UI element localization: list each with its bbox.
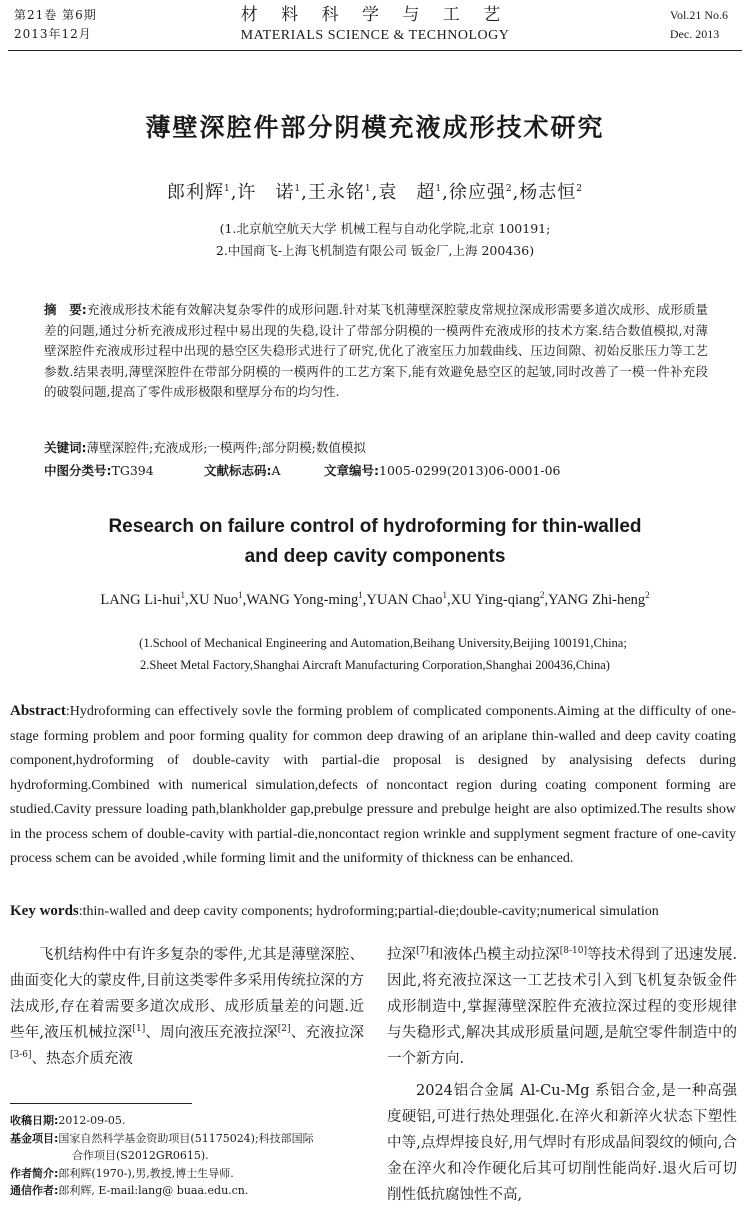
body-column-left xyxy=(10,942,364,1072)
fund-label: 基金项目: xyxy=(10,1131,59,1145)
abstract-cn-label: 摘 要: xyxy=(44,302,87,317)
footnotes xyxy=(10,1112,370,1200)
author-bio-value: 郎利辉(1970-),男,教授,博士生导师. xyxy=(58,1166,234,1180)
footnote-fund xyxy=(10,1130,370,1148)
keywords-en xyxy=(10,899,736,924)
author-affil-mark: 1 xyxy=(223,184,231,194)
abstract-en-label: Abstract xyxy=(10,703,66,719)
header-right xyxy=(670,6,728,44)
body-text: 等技术得到了迅速发展.因此,将充液拉深这一工艺技术引入到飞机复杂钣金件成形制造中,掌握薄壁深腔件充液拉深过程的变形规律与失稳形式,解决其成形质量问题,是航空零件制造中的一个新方向. xyxy=(387,947,738,1067)
author-affil-mark: 1 xyxy=(364,184,372,194)
authors-en: LANG Li-hui$^1$,XU Nuo$^1$,WANG Yong-ming$^1$,YUAN Chao$^1$,XU Ying-qiang$^2$,YANG Zhi-heng$^2$ xyxy=(100,590,650,608)
body-text: 和液体凸模主动拉深 xyxy=(428,947,560,963)
footnote-fund-cont: 合作项目(S2012GR0615). xyxy=(72,1149,209,1162)
keywords-en-text: :thin-walled and deep cavity components; hydroforming;partial-die;double-cavity;numerical simulation xyxy=(78,904,659,919)
citation: [1] xyxy=(132,1024,146,1035)
author-affil-mark: 1 xyxy=(294,184,302,194)
fund-value: 国家自然科学基金资助项目(51175024);科技部国际 xyxy=(58,1131,314,1145)
citation: [2] xyxy=(277,1024,291,1035)
paper-title-cn: 薄壁深腔件部分阴模充液成形技术研究 xyxy=(145,113,605,142)
keywords-cn xyxy=(44,438,708,458)
abstract-en-text: :Hydroforming can effectively sovle the forming problem of complicated components.Aiming at the difficulty of one-stage forming problem and poor forming quality for common deep drawing of an ariplane thin-walled and deep cavity coating component,hydroforming of double-cavity with partial-die proposal is designed by analysising defects during hydroforming.Combined with numerical simulation,defects of noncontact region during coating component forming are studied.Cavity pressure loading path,blankholder gap,prebulge pressure and prebulge height are also optimized.The results show in the process schem of double-cavity with partial-die,noncontact region wrinkle and supplyment segment fracture of one-cavity process schem can be avoided ,while forming limit and the uniformity of thickness can be enhanced. xyxy=(10,704,736,866)
date-en: Dec. 2013 xyxy=(669,27,720,41)
header-center xyxy=(0,4,750,46)
journal-name-cn: 材 料 科 学 与 工 艺 xyxy=(240,5,510,25)
journal-name-en: MATERIALS SCIENCE & TECHNOLOGY xyxy=(240,28,510,43)
keywords-en-label: Key words xyxy=(10,903,79,919)
keywords-cn-text: 薄壁深腔件;充液成形;一模两件;部分阴模;数值模拟 xyxy=(86,440,366,455)
author-affil-mark: 1 xyxy=(435,184,443,194)
corresponding-value: 郎利辉, E-mail:lang@ buaa.edu.cn. xyxy=(58,1184,249,1197)
footnote-corresponding xyxy=(10,1182,370,1200)
author-affil-mark: 2 xyxy=(505,184,513,194)
affiliation-en-2: 2.Sheet Metal Factory,Shanghai Aircraft Manufacturing Corporation,Shanghai 200436,China) xyxy=(140,658,610,672)
body-text: 、热态介质充液 xyxy=(31,1051,134,1067)
body-text: 拉深 xyxy=(387,947,417,963)
author-affil-mark: 1 xyxy=(442,590,448,601)
body-column-right xyxy=(387,942,737,1208)
body-paragraph xyxy=(10,942,364,1072)
body-paragraph: 2024铝合金属 Al-Cu-Mg 系铝合金,是一种高强度硬铝,可进行热处理强化.在淬火和新淬火状态下塑性中等,点焊焊接良好,用气焊时有形成晶间裂纹的倾向,合金在淬火和冷作硬化后其可切削性能尚好.退火后可切削性低抗腐蚀性不高, xyxy=(387,1083,737,1203)
article-no-label: 文章编号: xyxy=(324,463,379,478)
classification-line xyxy=(44,461,708,481)
footnote-rule xyxy=(10,1103,192,1104)
volume-issue-en: Vol.21 No.6 xyxy=(669,8,728,22)
author-en: LANG Li-hui xyxy=(100,592,181,608)
affiliation-cn-2: 2.中国商飞-上海飞机制造有限公司 钣金厂,上海 200436) xyxy=(215,243,535,258)
citation: [8-10] xyxy=(559,946,587,957)
author-bio-label: 作者简介: xyxy=(10,1166,59,1180)
body-paragraph xyxy=(387,942,737,1072)
citation: [3-6] xyxy=(10,1050,32,1061)
received-label: 收稿日期: xyxy=(10,1114,59,1127)
author-affil-mark: 1 xyxy=(238,590,243,601)
author-affil-mark: 2 xyxy=(539,590,545,601)
footnote-author xyxy=(10,1165,370,1183)
abstract-cn-text: 充液成形技术能有效解决复杂零件的成形问题.针对某飞机薄壁深腔蒙皮常规拉深成形需要多道次成形、成形质量差的问题,通过分析充液成形过程中易出现的失稳,设计了带部分阴模的一模两件充液成形的技术方案.结合数值模拟,对薄壁深腔件充液成形过程中出现的悬空区失稳形式进行了研究,优化了液室压力加载曲线、压边间隙、初始反胀压力等工艺参数.结果表明,薄壁深腔件在带部分阴模的一模两件的工艺方案下,能有效避免悬空区的起皱,同时改善了一模一件补充段的破裂问题,提高了零件成形极限和壁厚分布的均匀性. xyxy=(44,302,709,399)
author-en: YANG Zhi-heng xyxy=(548,592,646,608)
clc-value: TG394 xyxy=(111,463,154,478)
running-header xyxy=(0,0,750,48)
author-affil-mark: 2 xyxy=(645,590,650,601)
author-cn: 王永铭 xyxy=(307,182,365,203)
author-cn: 杨志恒 xyxy=(519,182,577,203)
abstract-cn xyxy=(44,300,708,403)
author-affil-mark: 1 xyxy=(358,590,363,601)
header-rule xyxy=(8,50,742,51)
body-text: 、充液拉深 xyxy=(290,1025,365,1041)
affiliations-en xyxy=(0,632,750,676)
abstract-en xyxy=(10,699,736,872)
author-en: YUAN Chao xyxy=(366,592,443,608)
author-affil-mark: 1 xyxy=(180,590,185,601)
affiliation-cn-1: (1.北京航空航天大学 机械工程与自动化学院,北京 100191; xyxy=(219,221,551,236)
footnote-received xyxy=(10,1112,370,1130)
clc-label: 中图分类号: xyxy=(44,463,112,478)
author-en: XU Nuo xyxy=(188,592,239,608)
doc-code-label: 文献标志码: xyxy=(204,463,272,478)
authors-cn: 郎利辉$^1$,许 诺$^1$,王永铭$^1$,袁 超$^1$,徐应强$^2$,杨志恒$^2$ xyxy=(166,182,584,203)
citation: [7] xyxy=(416,946,429,957)
keywords-cn-label: 关键词: xyxy=(44,440,87,455)
author-cn: 徐应强 xyxy=(448,182,506,203)
paper-title-en xyxy=(0,512,750,572)
article-no-value: 1005-0299(2013)06-0001-06 xyxy=(379,463,561,478)
paper-title-en-line2: and deep cavity components xyxy=(244,546,506,567)
body-text: 飞机结构件中有许多复杂的零件,尤其是薄壁深腔、曲面变化大的蒙皮件,目前这类零件多采用传统拉深的方法成形,存在着需要多道次成形、成形质量差的问题.近些年,液压机械拉深 xyxy=(10,947,364,1041)
author-en: WANG Yong-ming xyxy=(246,592,359,608)
paper-title-en-line1: Research on failure control of hydroforming for thin-walled xyxy=(108,516,642,537)
body-text: 、周向液压充液拉深 xyxy=(145,1025,278,1041)
affiliations-cn xyxy=(0,218,750,262)
author-cn: 许 诺 xyxy=(237,182,295,203)
author-cn: 郎利辉 xyxy=(166,182,224,203)
author-cn: 袁 超 xyxy=(378,182,436,203)
volume-issue-cn: 第21卷 第6期 xyxy=(14,8,97,22)
corresponding-label: 通信作者: xyxy=(10,1184,59,1197)
author-en: XU Ying-qiang xyxy=(450,592,540,608)
doc-code-value: A xyxy=(271,463,281,478)
received-value: 2012-09-05. xyxy=(58,1114,126,1127)
date-cn: 2013年12月 xyxy=(14,27,92,41)
author-affil-mark: 2 xyxy=(576,184,584,194)
affiliation-en-1: (1.School of Mechanical Engineering and Automation,Beihang University,Beijing 100191,China; xyxy=(139,636,627,650)
